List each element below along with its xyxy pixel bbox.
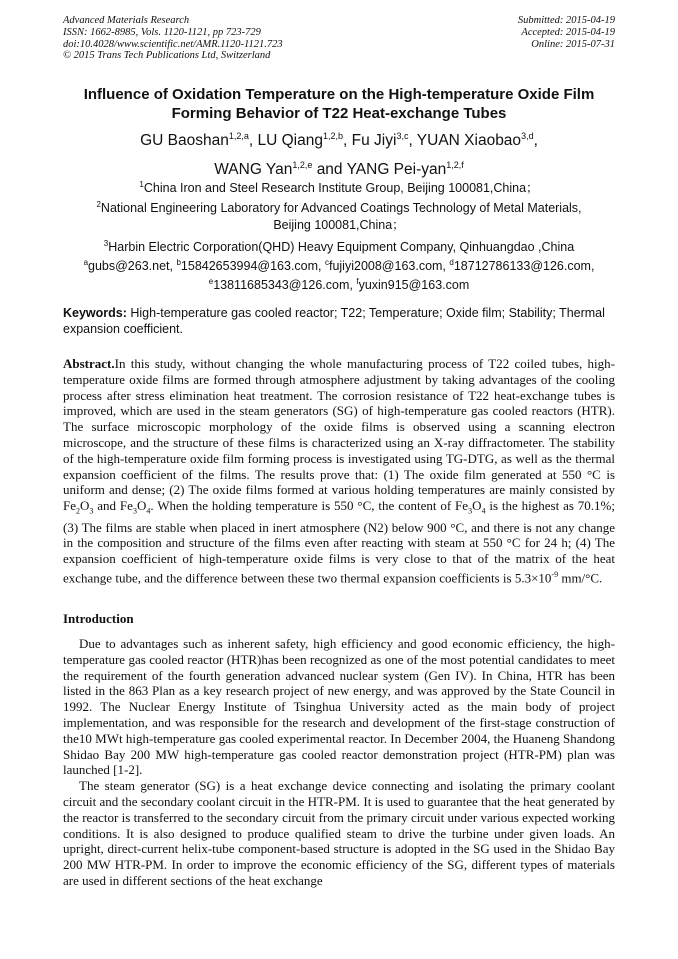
keywords-label: Keywords: — [63, 306, 127, 320]
author-list — [40, 124, 638, 182]
affiliation-3 — [40, 235, 638, 256]
email-address: gubs@263.net, — [88, 259, 177, 274]
paragraph: Due to advantages such as inherent safety, high efficiency and good economic efficiency, the high-temperature gas cooled reactor (HTR)has been recognized as one of the most potential candidates to meet the requirement of the fourth generation advanced nuclear system (Gen IV). In China, HTR has been listed in the 863 Plan as a key research project of new energy, and was approved by the State Council in 1992. The Nuclear Energy Institute of Tsinghua University acted as the main body of project implementation, and was responsible for the research and development of the first-stage construction of the10 MWt high-temperature gas cooled experimental reactor. In December 2004, the Huaneng Shandong Shidao Bay 200 MW high-temperature gas cooled reactor demonstration project (HTR-PM) plan was launched [1-2]. — [63, 636, 615, 778]
subscript: 4 — [146, 506, 151, 516]
paper-title — [40, 85, 638, 123]
author-affil: 1,2,a — [228, 131, 249, 141]
author-name: LU Qiang — [257, 132, 323, 150]
affiliation-number: 3 — [103, 239, 109, 248]
journal-header-left — [63, 15, 283, 62]
copyright-line: © 2015 Trans Tech Publications Ltd, Switzerland — [63, 50, 271, 62]
author-name: WANG Yan — [214, 161, 293, 179]
author-affil: 1,2,f — [446, 160, 464, 171]
subscript: 3 — [89, 506, 94, 516]
affiliation-2 — [40, 196, 638, 234]
affiliation-text: Harbin Electric Corporation(QHD) Heavy Equipment Company, Qinhuangdao ,China — [108, 240, 575, 255]
subscript: 3 — [468, 506, 473, 516]
journal-header-right — [518, 15, 615, 50]
abstract-text: and Fe — [93, 498, 133, 514]
issn-line: ISSN: 1662-8985, Vols. 1120-1121, pp 723-729 — [63, 26, 261, 38]
email-marker: c — [324, 258, 329, 267]
author-affil: 3,c — [396, 131, 409, 141]
subscript: 4 — [481, 506, 486, 516]
section-heading-introduction: Introduction — [63, 611, 134, 626]
affiliation-text: China Iron and Steel Research Institute Group, Beijing 100081,China； — [143, 181, 539, 196]
doi-line: doi:10.4028/www.scientific.net/AMR.1120-1121.723 — [63, 38, 283, 50]
affiliation-1 — [40, 176, 638, 197]
author-affil: 1,2,b — [322, 131, 344, 141]
email-address: fujiyi2008@163.com, — [328, 259, 450, 274]
keywords-text: High-temperature gas cooled reactor; T22; Temperature; Oxide film; Stability; Thermal expansion coefficient. — [63, 306, 605, 336]
author-emails — [40, 255, 638, 293]
affiliation-number: 1 — [139, 180, 144, 189]
author-name: Fu Jiyi — [351, 132, 397, 150]
title-line-2: Forming Behavior of T22 Heat-exchange Tubes — [171, 105, 507, 122]
email-address: yuxin915@163.com — [358, 278, 470, 293]
affiliation-text: National Engineering Laboratory for Advanced Coatings Technology of Metal Materials, — [100, 201, 582, 216]
email-marker: d — [449, 258, 454, 267]
author-name: YUAN Xiaobao — [416, 132, 522, 150]
email-address: 13811685343@126.com, — [213, 278, 357, 293]
journal-name: Advanced Materials Research — [63, 15, 190, 26]
paragraph: The steam generator (SG) is a heat exchange device connecting and isolating the primary coolant circuit and the secondary coolant circuit in the HTR-PM. It is used to guarantee that the heat generated by the reactor is transferred to the secondary circuit from the primary circuit under various expected working conditions. It is also designed to produce qualified steam to drive the turbine under given loads. An upright, direct-current helix-tube component-based structure is adopted in the SG used in the Shidao Bay 200 MW HTR-PM. In order to improve the economic efficiency of the SG, different types of materials are used in different sections of the heat exchange — [63, 778, 615, 888]
author-affil: 1,2,e — [292, 160, 313, 171]
author-name: GU Baoshan — [140, 132, 229, 150]
author-line-1: GU Baoshan$^{1,2,a}$, LU Qiang$^{1,2,b}$, Fu Jiyi$^{3,c}$, YUAN Xiaobao$^{3,d}$, — [140, 131, 538, 150]
email-marker: e — [208, 277, 214, 287]
abstract-text: . When the holding temperature is 550 °C, the content of Fe — [150, 498, 469, 514]
abstract-text: mm/°C. — [558, 570, 603, 586]
affiliation-number: 2 — [96, 200, 101, 209]
keywords — [63, 306, 615, 337]
author-affil: 3,d — [521, 131, 534, 141]
accepted-date: Accepted: 2015-04-19 — [521, 26, 615, 38]
email-marker: a — [83, 258, 89, 267]
submitted-date: Submitted: 2015-04-19 — [517, 15, 615, 26]
superscript: -9 — [551, 569, 559, 579]
email-address: 15842653994@163.com, — [180, 259, 325, 274]
online-date: Online: 2015-07-31 — [531, 38, 615, 50]
subscript: 3 — [132, 506, 137, 516]
abstract — [63, 356, 615, 586]
email-address: 18712786133@126.com, — [453, 259, 595, 274]
introduction-body — [63, 636, 615, 889]
title-line-1: Influence of Oxidation Temperature on the High-temperature Oxide Film — [83, 86, 595, 103]
email-marker: b — [176, 258, 181, 267]
email-marker: f — [356, 277, 359, 287]
abstract-text: In this study, without changing the whole manufacturing process of T22 coiled tubes, high-temperature oxide films are formed through atmosphere adjustment by taking advantages of the cooling process after stress elimination heat treatment. The corrosion resistance of T22 heat-exchange tubes is improved, which are used in the steam generators (SG) of high-temperature gas cooled reactors (HTR). The surface microscopic morphology of the oxide films is observed using a scanning electron microscope, and the structure of these films is characterized using an X-ray diffractometer. The stability of the high-temperature oxide film forming process is investigated using TG-DTG, as well as the thermal expansion coefficient of the films. The results prove that: (1) The oxide film generated at 550 °C is uniform and dense; (2) The oxide films formed at various holding temperatures are mainly consisted by Fe — [63, 356, 615, 514]
affiliation-text: Beijing 100081,China； — [273, 218, 405, 233]
abstract-text: O — [472, 498, 482, 514]
abstract-text: O — [136, 498, 147, 514]
author-name: YANG Pei-yan — [346, 161, 447, 179]
subscript: 2 — [76, 506, 80, 516]
abstract-text: O — [80, 498, 90, 514]
abstract-label: Abstract. — [63, 356, 115, 371]
abstract-text: is the highest as 70.1%; (3) The films are stable when placed in inert atmosphere (N2) below 900 °C, and there is not any change in the composition and structure of the films even after reacting with steam at 550 °C for 24 h; (4) The expansion coefficient of high-temperature oxide films is very close to that of the matrix of the heat exchange tube, and the difference between these two thermal expansion coefficients is 5.3×10 — [63, 498, 615, 586]
author-and: and — [316, 161, 343, 179]
